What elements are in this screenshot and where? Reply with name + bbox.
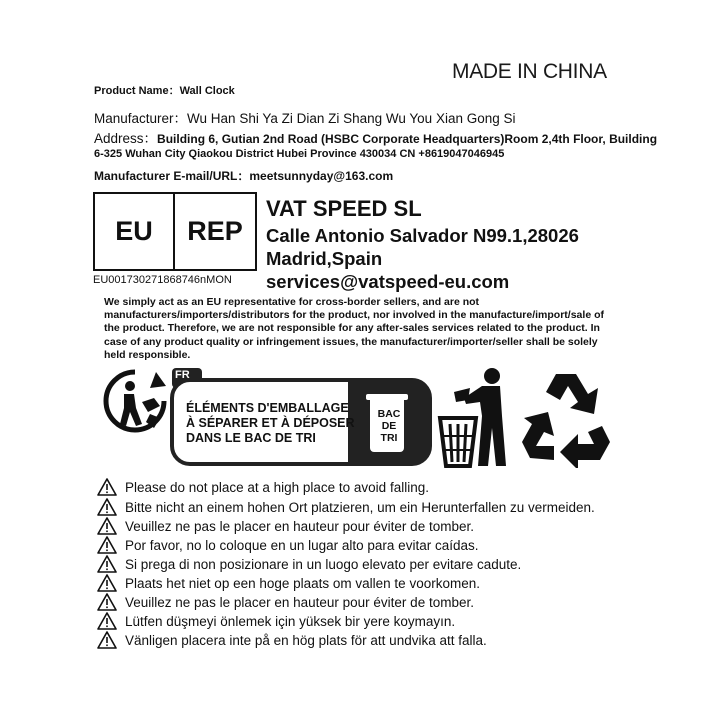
warning-triangle-icon [97, 612, 117, 630]
warning-text: Bitte nicht an einem hohen Ort platzieren, um ein Herunterfallen zu vermeiden. [125, 499, 595, 515]
product-name-label: Product Name： [94, 85, 180, 97]
triman-text-1: ÉLÉMENTS D'EMBALLAGE [186, 401, 349, 415]
product-name-line [94, 82, 235, 98]
manufacturer-line [94, 107, 516, 127]
warning-item [97, 593, 474, 611]
eu-rep-street: Calle Antonio Salvador N99.1,28026 [266, 225, 579, 246]
tidyman-icon [436, 366, 516, 472]
eu-rep-rep-text: REP [187, 216, 243, 246]
eu-rep-city: Madrid,Spain [266, 248, 383, 269]
product-name-value: Wall Clock [179, 85, 235, 97]
warning-text: Lütfen düşmeyi önlemek için yüksek bir yere koymayın. [125, 613, 456, 629]
triman-bin-text-3: TRI [380, 432, 398, 444]
eu-rep-code: EU001730271868746nMON [93, 274, 232, 286]
warning-text: Plaats het niet op een hoge plaats om vallen te voorkomen. [125, 575, 480, 591]
warning-triangle-icon [97, 631, 117, 649]
manufacturer-value: Wu Han Shi Ya Zi Dian Zi Shang Wu You Xian Gong Si [187, 111, 516, 126]
warning-text: Por favor, no lo coloque en un lugar alto para evitar caídas. [125, 537, 479, 553]
triman-country: FR [175, 369, 190, 381]
warning-triangle-icon [97, 536, 117, 554]
made-in-label: MADE IN CHINA [452, 60, 607, 83]
warning-text: Veuillez ne pas le placer en hauteur pour éviter de tomber. [125, 518, 474, 534]
triman-text-block [186, 401, 355, 446]
warning-triangle-icon [97, 593, 117, 611]
contact-label: Manufacturer E-mail/URL： [94, 169, 250, 183]
warning-item [97, 517, 474, 535]
address-line-2: 6-325 Wuhan City Qiaokou District Hubei Province 430034 CN +8619047046945 [94, 148, 505, 160]
recycle-icon [520, 370, 612, 468]
triman-text-3: DANS LE BAC DE TRI [186, 431, 316, 445]
address-line-1 [94, 127, 657, 147]
address-label: Address： [94, 131, 158, 146]
warning-text: Si prega di non posizionare in un luogo elevato per evitare cadute. [125, 556, 522, 572]
warning-triangle-icon [97, 498, 117, 516]
warning-item [97, 478, 429, 496]
contact-email: meetsunnyday@163.com [249, 169, 394, 183]
triman-bin-text-1: BAC [377, 408, 401, 420]
triman-bin-text-2: DE [381, 420, 397, 432]
address-value-1: Building 6, Gutian 2nd Road (HSBC Corporate Headquarters)Room 2,4th Floor, Building [157, 132, 658, 146]
triman-bin-label [372, 408, 406, 444]
warning-text: Vänligen placera inte på en hög plats för att undvika att falla. [125, 632, 487, 648]
warning-text: Please do not place at a high place to avoid falling. [125, 479, 429, 495]
warning-text: Veuillez ne pas le placer en hauteur pour éviter de tomber. [125, 594, 474, 610]
eu-rep-symbol [93, 192, 257, 271]
manufacturer-label: Manufacturer： [94, 111, 188, 126]
warning-triangle-icon [97, 478, 117, 496]
eu-rep-company: VAT SPEED SL [266, 196, 422, 221]
warning-triangle-icon [97, 555, 117, 573]
triman-text-2: À SÉPARER ET À DÉPOSER [186, 416, 355, 430]
warning-item [97, 536, 478, 554]
warning-item [97, 612, 455, 630]
warning-item [97, 555, 521, 573]
warning-item [97, 631, 487, 649]
eu-rep-eu-text: EU [115, 216, 153, 246]
contact-line [94, 167, 393, 184]
eu-rep-email: services@vatspeed-eu.com [266, 271, 510, 292]
warning-item [97, 498, 595, 516]
warning-item [97, 574, 480, 592]
disclaimer-text: We simply act as an EU representative for cross-border sellers, and are not manufacturers/importers/distributors for the product, nor involved in the manufacture/import/sale of the product. Therefore, we are not responsible for any after-sales services related to the product. In case of any product quality or infringement issues, the manufacturer/importer/seller shall be solely held responsible. [104, 296, 604, 361]
warning-triangle-icon [97, 517, 117, 535]
triman-icon [100, 366, 170, 436]
warning-triangle-icon [97, 574, 117, 592]
